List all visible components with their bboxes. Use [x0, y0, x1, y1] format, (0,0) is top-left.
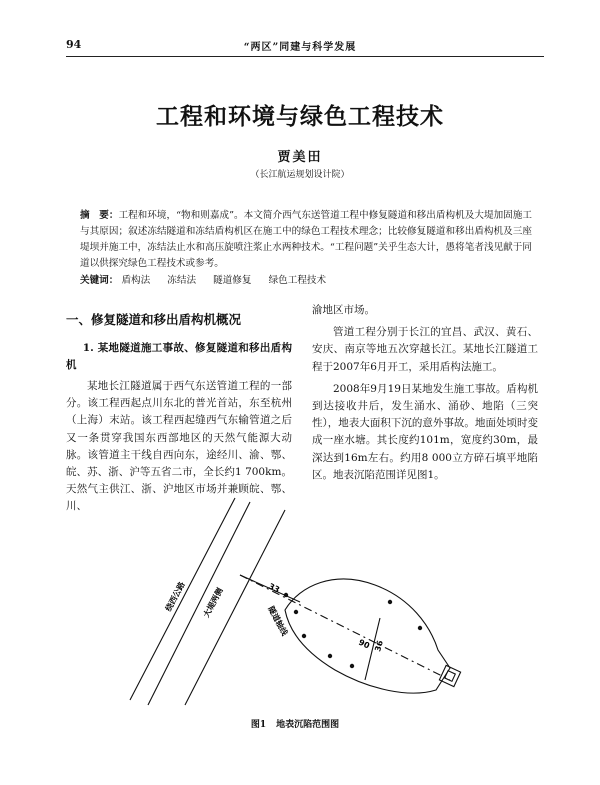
label-dimension-36: 36 [373, 639, 385, 653]
keyword: 冻结法 [167, 275, 197, 286]
tunnel-marker [388, 600, 392, 604]
road-highway-line [148, 502, 250, 705]
keywords-label: 关键词： [80, 275, 119, 286]
section-heading: 一、修复隧道和移出盾构机概况 [66, 312, 242, 327]
abstract-label: 摘 要： [80, 210, 119, 221]
abstract [80, 208, 532, 272]
subsidence-outline [285, 579, 450, 693]
header-rule [66, 56, 544, 57]
keywords [80, 273, 532, 289]
body-paragraph: 渝地区市场。 [312, 304, 375, 316]
body-paragraph: 管道工程分别于长江的宜昌、武汉、黄石、安庆、南京等地五次穿越长江。某地长江隧道工程于2007年6月开工，采用盾构法施工。 [312, 326, 538, 373]
figure-caption-text: 地表沉陷范围图 [276, 720, 340, 730]
abstract-text: 工程和环境，“物和则嘉成”。本文简介西气东送管道工程中修复隧道和移出盾构机及大堤加固施工与其原因；叙述冻结隧道和冻结盾构机区在施工中的绿色工程技术理念；比较修复隧道和移出盾构机及三座堤坝并施工中，冻结法止水和高压旋喷注浆止水两种技术。“工程问题”关乎生态大计，愚将笔者浅见献于同道以供探究绿色工程技术或参考。 [80, 210, 532, 269]
right-column [312, 302, 538, 489]
tunnel-marker [294, 610, 298, 614]
body-paragraph: 某地长江隧道属于西气东送管道工程的一部分。该工程西起点川东北的普光首站，东至杭州（上海）末站。该工程西起缝西气东输管道之后又一条贯穿我国东西部地区的天然气能源大动脉。该管道主干线自西向东，途经川、渝、鄂、皖、苏、浙、沪等五省二市，全长约1 700km。天然气主供江、浙、沪地区市场并兼顾皖、鄂、川、 [66, 380, 292, 513]
body-paragraph: 2008年9月19日某地发生施工事故。盾构机到达接收井后，发生涌水、涌砂、地陷（三突性），地表大面积下沉的意外事故。地面处顷时变成一座水塘。其长度约101m，宽度约30m，最深达到16m左右。约用8 000立方碎石填平地陷区。地表沉陷范围详见图1。 [312, 382, 538, 481]
running-header: “两区”同建与科学发展 [243, 42, 357, 53]
label-tunnel-axis: 隧道轴线 [266, 604, 290, 638]
keyword: 绿色工程技术 [268, 275, 327, 286]
tunnel-marker [350, 664, 354, 668]
label-road-dike: 大堤两侧 [201, 586, 225, 619]
tunnel-marker [418, 626, 422, 630]
tunnel-marker [302, 634, 306, 638]
label-dimension-33: 33 [267, 581, 282, 595]
tunnel-marker [328, 654, 332, 658]
keyword: 隧道修复 [213, 275, 252, 286]
figure-caption-number: 图1 [250, 720, 267, 730]
label-road-highway: 绕西公路 [163, 580, 187, 613]
left-column [66, 310, 292, 516]
tunnel-marker [284, 593, 288, 597]
subsidence-figure [90, 490, 520, 715]
keyword: 盾构法 [121, 275, 151, 286]
article-title: 工程和环境与绿色工程技术 [156, 104, 444, 130]
label-dimension-90: 90 [357, 637, 372, 651]
page-number: 94 [66, 38, 82, 51]
article-affiliation: （长江航运规划设计院） [250, 170, 350, 180]
figure-caption [0, 717, 600, 730]
subsection-heading: 1. 某地隧道施工事故、修复隧道和移出盾构机 [66, 342, 292, 371]
article-author: 贾美田 [277, 150, 323, 165]
